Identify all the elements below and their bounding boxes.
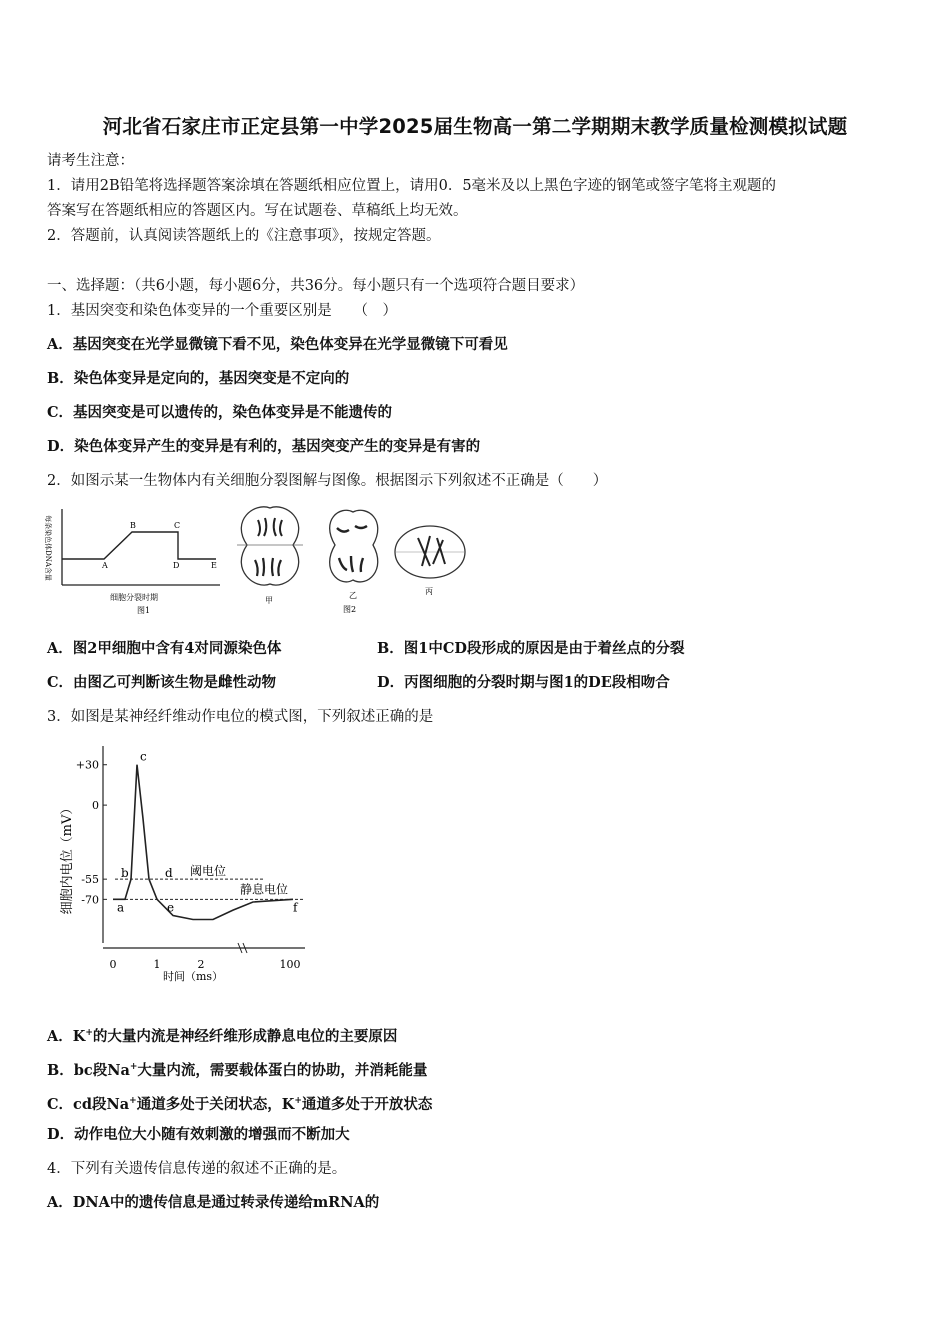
cell-bing-drawing (395, 526, 465, 578)
ap-ylabel: 细胞内电位（mV） (60, 801, 75, 915)
q2-option-b: B．图1中CD段形成的原因是由于着丝点的分裂 (377, 640, 685, 657)
ap-point-label-f: f (293, 900, 298, 915)
ap-point-label-a: a (117, 900, 125, 915)
cell-label-bing: 丙 (425, 587, 433, 596)
q3-stem: 3．如图是某神经纤维动作电位的模式图，下列叙述正确的是 (47, 709, 434, 725)
notice-heading: 请考生注意： (47, 153, 134, 169)
fig1-ylabel: 每条染色体DNA含量 (44, 515, 52, 581)
fig1-caption: 图1 (137, 606, 151, 615)
page-title: 河北省石家庄市正定县第一中学2025届生物高一第二学期期末教学质量检测模拟试题 (102, 115, 848, 138)
notice-line-3: 2．答题前，认真阅读答题纸上的《注意事项》，按规定答题。 (47, 228, 441, 244)
q4-option-a: A．DNA中的遗传信息是通过转录传递给mRNA的 (47, 1194, 380, 1211)
q1-option-c: C．基因突变是可以遗传的，染色体变异是不能遗传的 (47, 404, 393, 421)
ap-xtick-label: 1 (153, 958, 161, 971)
q3-action-potential-chart (55, 738, 315, 988)
fig1-point-a: A (102, 561, 108, 570)
cell-label-jia: 甲 (265, 596, 273, 605)
q3-option-a: A．K+的大量内流是神经纤维形成静息电位的主要原因 (47, 1027, 398, 1045)
q1-option-a: A．基因突变在光学显微镜下看不见，染色体变异在光学显微镜下可看见 (47, 336, 508, 353)
ap-xtick-label: 0 (109, 958, 117, 971)
fig1-point-c: C (174, 521, 181, 530)
q2-figure-1 (40, 503, 230, 618)
ap-point-label-e: e (167, 900, 175, 915)
ap-ytick-label: +30 (75, 758, 99, 772)
notice-line-2: 答案写在答题纸相应的答题区内。写在试题卷、草稿纸上均无效。 (47, 203, 468, 219)
threshold-label: 阈电位 (190, 864, 227, 879)
ap-ytick-label: -55 (81, 873, 99, 887)
q3-option-c: C．cd段Na+通道多处于关闭状态，K+通道多处于开放状态 (47, 1095, 433, 1113)
ap-xlabel: 时间（ms） (163, 970, 224, 983)
q1-option-b: B．染色体变异是定向的，基因突变是不定向的 (47, 370, 350, 387)
cell-yi-drawing (330, 510, 378, 582)
q2-figure-2 (225, 500, 475, 620)
ap-point-label-c: c (140, 749, 147, 764)
ap-ytick-label: 0 (92, 799, 99, 813)
fig1-curve (62, 532, 216, 559)
ap-point-label-b: b (121, 866, 129, 881)
fig1-point-d: D (173, 561, 180, 570)
q1-option-d: D．染色体变异产生的变异是有利的，基因突变产生的变异是有害的 (47, 438, 481, 455)
cell-label-yi: 乙 (349, 591, 357, 600)
fig1-point-b: B (130, 521, 136, 530)
section-heading: 一、选择题：（共6小题，每小题6分，共36分。每小题只有一个选项符合题目要求） (47, 278, 585, 294)
q2-option-a: A．图2甲细胞中含有4对同源染色体 (47, 640, 282, 657)
q4-stem: 4．下列有关遗传信息传递的叙述不正确的是。 (47, 1161, 347, 1177)
fig1-xlabel: 细胞分裂时期 (110, 593, 158, 602)
notice-line-1: 1．请用2B铅笔将选择题答案涂填在答题纸相应位置上，请用0．5毫米及以上黑色字迹的钢笔或签字笔将主观题的 (47, 178, 777, 194)
q3-option-d: D．动作电位大小随有效刺激的增强而不断加大 (47, 1126, 350, 1143)
cell-jia-drawing (237, 507, 303, 585)
ap-ytick-label: -70 (81, 893, 99, 907)
q2-option-d: D．丙图细胞的分裂时期与图1的DE段相吻合 (377, 674, 670, 691)
fig2-caption: 图2 (343, 605, 357, 614)
ap-point-label-d: d (165, 866, 173, 881)
q1-stem: 1．基因突变和染色体变异的一个重要区别是 （ ） (47, 303, 397, 319)
rest-label: 静息电位 (240, 882, 289, 897)
q3-option-b: B．bc段Na+大量内流，需要载体蛋白的协助，并消耗能量 (47, 1061, 428, 1079)
ap-xtick-label: 2 (197, 958, 205, 971)
q2-stem: 2．如图示某一生物体内有关细胞分裂图解与图像。根据图示下列叙述不正确是（ ） (47, 473, 608, 489)
q2-option-c: C．由图乙可判断该生物是雌性动物 (47, 674, 277, 691)
fig1-point-e: E (211, 561, 217, 570)
ap-xtick-label: 100 (279, 958, 301, 971)
